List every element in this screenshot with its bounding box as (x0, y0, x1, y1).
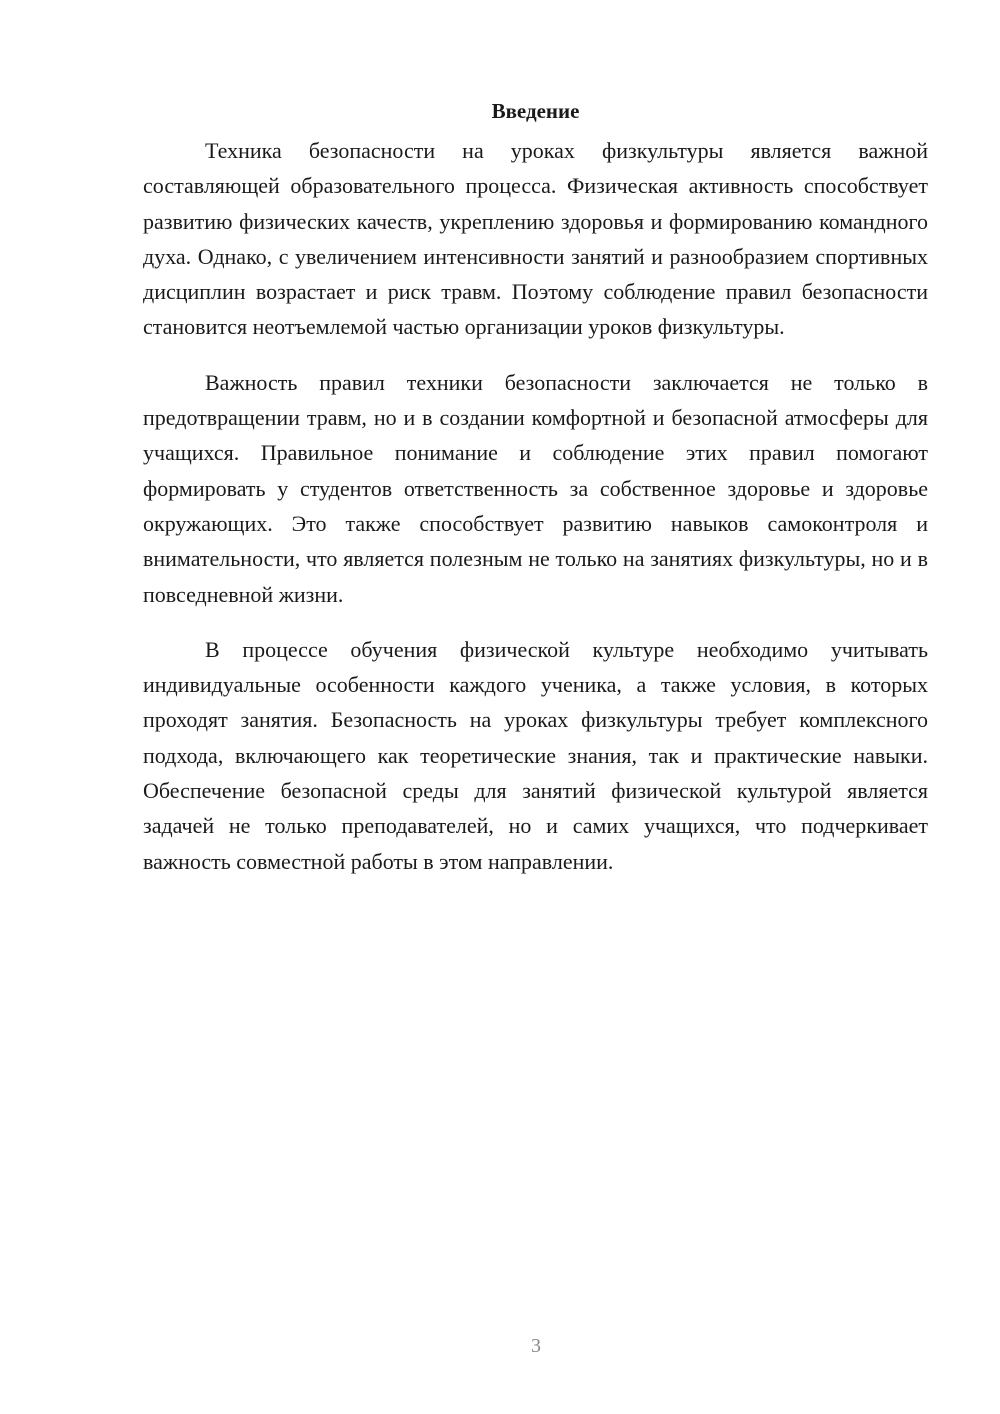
paragraph-2: Важность правил техники безопасности заключается не только в предотвращении травм, но и в создании комфортной и безопасной атмосферы для учащихся. Правильное понимание и соблюдение этих правил помогают формировать у студентов ответственность за собственное здоровье и здоровье окружающих. Это также способствует развитию навыков самоконтроля и внимательности, что является полезным не только на занятиях физкультуры, но и в повседневной жизни. (143, 369, 928, 607)
section-title: Введение (491, 99, 580, 123)
page-number: 3 (531, 1335, 541, 1357)
document-body (143, 96, 928, 899)
paragraph-3: В процессе обучения физической культуре необходимо учитывать индивидуальные особенности каждого ученика, а также условия, в которых проходят занятия. Безопасность на уроках физкультуры требует комплексного подхода, включающего как теоретические знания, так и практические навыки. Обеспечение безопасной среды для занятий физической культурой является задачей не только преподавателей, но и самих учащихся, что подчеркивает важность совместной работы в этом направлении. (143, 636, 928, 874)
paragraph-1: Техника безопасности на уроках физкультуры является важной составляющей образовательного процесса. Физическая активность способствует развитию физических качеств, укреплению здоровья и формированию командного духа. Однако, с увеличением интенсивности занятий и разнообразием спортивных дисциплин возрастает и риск травм. Поэтому соблюдение правил безопасности становится неотъемлемой частью организации уроков физкультуры. (143, 138, 928, 340)
